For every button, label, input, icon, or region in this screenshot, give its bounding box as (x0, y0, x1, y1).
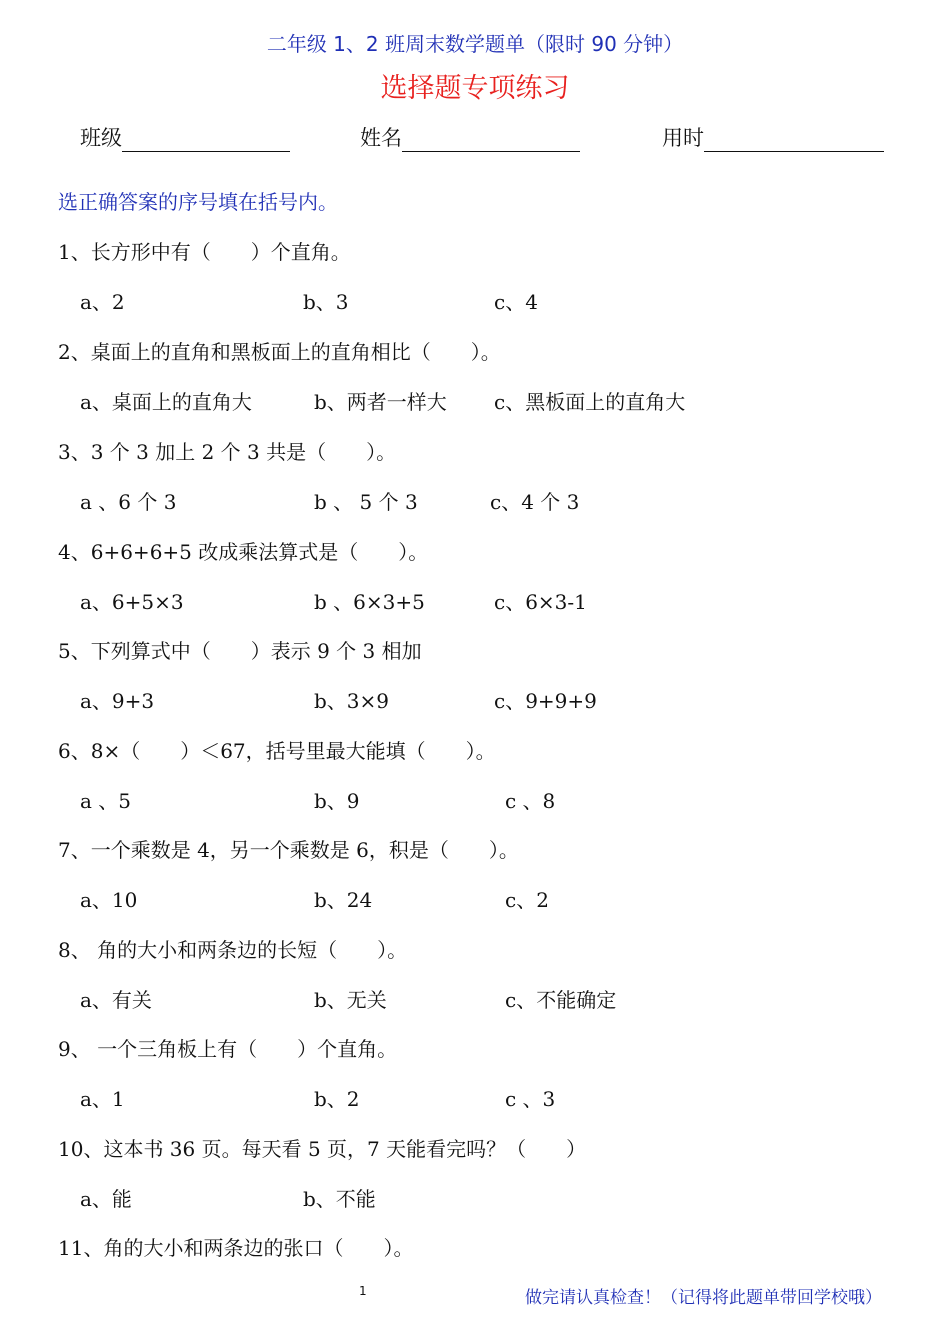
question-2: 2、桌面上的直角和黑板面上的直角相比（ ）。 (58, 340, 501, 364)
question-6: 6、8×（ ）＜67，括号里最大能填（ ）。 (58, 739, 496, 763)
question-1-option-c: c、4 (494, 290, 538, 314)
question-9: 9、 一个三角板上有（ ）个直角。 (58, 1037, 398, 1061)
question-8-option-a: a、有关 (80, 988, 152, 1012)
question-10-option-a: a、能 (80, 1187, 132, 1211)
name-label: 姓名 (360, 126, 402, 150)
question-8-option-c: c、不能确定 (505, 988, 617, 1012)
question-4-option-c: c、6×3-1 (494, 590, 587, 614)
question-5-option-b: b、3×9 (314, 689, 390, 713)
question-10-option-b: b、不能 (303, 1187, 376, 1211)
question-6-option-c: c 、8 (505, 789, 556, 813)
question-3-option-b: b 、 5 个 3 (314, 490, 418, 514)
footer-note: 做完请认真检查！（记得将此题单带回学校哦） (525, 1288, 882, 1308)
question-6-option-b: b、9 (314, 789, 360, 813)
question-5-option-c: c、9+9+9 (494, 689, 597, 713)
question-2-option-b: b、两者一样大 (314, 390, 447, 414)
question-9-option-c: c 、3 (505, 1087, 556, 1111)
class-blank-line[interactable] (122, 129, 290, 152)
question-5-option-a: a、9+3 (80, 689, 155, 713)
question-2-option-c: c、黑板面上的直角大 (494, 390, 686, 414)
worksheet-subtitle: 二年级 1、2 班周末数学题单（限时 90 分钟） (266, 32, 684, 56)
instruction-text: 选正确答案的序号填在括号内。 (58, 190, 338, 214)
question-4-option-a: a、6+5×3 (80, 590, 184, 614)
time-field (662, 122, 884, 152)
question-10: 10、这本书 36 页。每天看 5 页，7 天能看完吗？（ ） (58, 1137, 587, 1161)
time-label: 用时 (662, 126, 704, 150)
question-3-option-c: c、4 个 3 (490, 490, 580, 514)
time-blank-line[interactable] (704, 129, 884, 152)
question-7-option-c: c、2 (505, 888, 549, 912)
class-label: 班级 (80, 126, 122, 150)
question-9-option-b: b、2 (314, 1087, 360, 1111)
question-8: 8、 角的大小和两条边的长短（ ）。 (58, 938, 408, 962)
name-field (360, 122, 580, 152)
question-11: 11、角的大小和两条边的张口（ ）。 (58, 1236, 414, 1260)
question-3-option-a: a 、6 个 3 (80, 490, 177, 514)
question-1-option-b: b、3 (303, 290, 349, 314)
question-7-option-b: b、24 (314, 888, 373, 912)
question-1: 1、长方形中有（ ）个直角。 (58, 240, 351, 264)
question-4: 4、6+6+6+5 改成乘法算式是（ ）。 (58, 540, 429, 564)
question-2-option-a: a、桌面上的直角大 (80, 390, 252, 414)
question-7: 7、一个乘数是 4，另一个乘数是 6，积是（ ）。 (58, 838, 519, 862)
question-3: 3、3 个 3 加上 2 个 3 共是（ ）。 (58, 440, 397, 464)
page-number: 1 (359, 1284, 367, 1298)
question-9-option-a: a、1 (80, 1087, 125, 1111)
page-title: 选择题专项练习 (380, 73, 570, 104)
question-5: 5、下列算式中（ ）表示 9 个 3 相加 (58, 639, 422, 663)
question-7-option-a: a、10 (80, 888, 138, 912)
name-blank-line[interactable] (402, 129, 580, 152)
question-8-option-b: b、无关 (314, 988, 387, 1012)
question-6-option-a: a 、5 (80, 789, 132, 813)
question-4-option-b: b 、6×3+5 (314, 590, 425, 614)
question-1-option-a: a、2 (80, 290, 125, 314)
class-field (80, 122, 290, 152)
